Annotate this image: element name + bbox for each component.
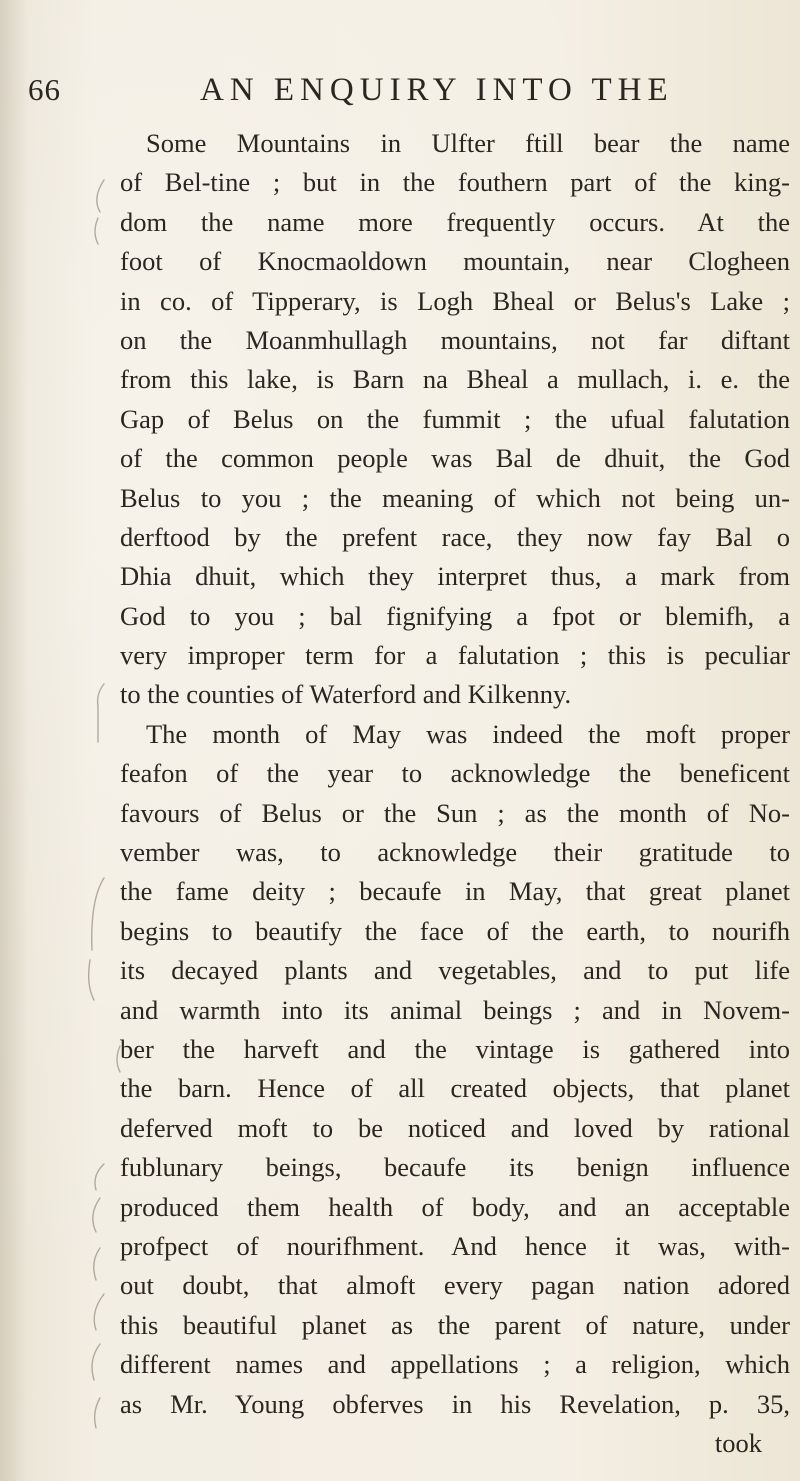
- text-line: dom the name more frequently occurs. At the: [120, 206, 790, 237]
- text-line: fublunary beings, becaufe its benign influence: [120, 1152, 790, 1183]
- text-line: and warmth into its animal beings ; and in Novem-: [120, 994, 790, 1025]
- gutter-shadow: [0, 0, 28, 1481]
- text-line: Dhia dhuit, which they interpret thus, a mark from: [120, 561, 790, 592]
- text-line: from this lake, is Barn na Bheal a mullach, i. e. the: [120, 364, 790, 395]
- text-line: very improper term for a falutation ; this is peculiar: [120, 640, 790, 671]
- text-line: begins to beautify the face of the earth, to nourifh: [120, 915, 790, 946]
- text-line: ber the harveft and the vintage is gathered into: [120, 1033, 790, 1064]
- text-line: the fame deity ; becaufe in May, that great planet: [120, 876, 790, 907]
- body-text: [120, 124, 790, 1463]
- text-line: derftood by the prefent race, they now fay Bal o: [120, 521, 790, 552]
- text-line: this beautiful planet as the parent of nature, under: [120, 1309, 790, 1340]
- text-line: out doubt, that almoft every pagan nation adored: [120, 1270, 790, 1301]
- text-line: its decayed plants and vegetables, and to put life: [120, 955, 790, 986]
- page-header: [28, 72, 760, 112]
- text-line: Belus to you ; the meaning of which not being un-: [120, 482, 790, 513]
- text-line: feafon of the year to acknowledge the beneficent: [120, 758, 790, 789]
- text-line: foot of Knocmaoldown mountain, near Clogheen: [120, 246, 790, 277]
- text-line: deferved moft to be noticed and loved by rational: [120, 1112, 790, 1143]
- text-line: as Mr. Young obferves in his Revelation, p. 35,: [120, 1388, 790, 1419]
- text-line: the barn. Hence of all created objects, that planet: [120, 1073, 790, 1104]
- catchword: took: [714, 1427, 762, 1458]
- text-line: produced them health of body, and an acceptable: [120, 1191, 790, 1222]
- text-line: The month of May was indeed the moft proper: [146, 718, 790, 749]
- running-head: AN ENQUIRY INTO THE: [200, 72, 674, 108]
- text-line: Some Mountains in Ulfter ftill bear the name: [146, 128, 790, 158]
- text-line: vember was, to acknowledge their gratitude to: [120, 837, 790, 868]
- text-line: Gap of Belus on the fummit ; the ufual falutation: [120, 403, 790, 434]
- text-line: of Bel-tine ; but in the fouthern part of the king-: [120, 167, 790, 198]
- text-line: of the common people was Bal de dhuit, the God: [120, 443, 790, 474]
- text-line: profpect of nourifhment. And hence it was, with-: [120, 1230, 790, 1261]
- text-line: favours of Belus or the Sun ; as the month of No-: [120, 797, 790, 828]
- text-line: on the Moanmhullagh mountains, not far diftant: [120, 324, 790, 355]
- page-number: 66: [28, 72, 61, 107]
- text-line: in co. of Tipperary, is Logh Bheal or Belus's Lake ;: [120, 285, 790, 316]
- text-line: different names and appellations ; a religion, which: [120, 1349, 790, 1380]
- text-line: to the counties of Waterford and Kilkenny.: [120, 679, 572, 710]
- text-line: God to you ; bal fignifying a fpot or blemifh, a: [120, 600, 790, 631]
